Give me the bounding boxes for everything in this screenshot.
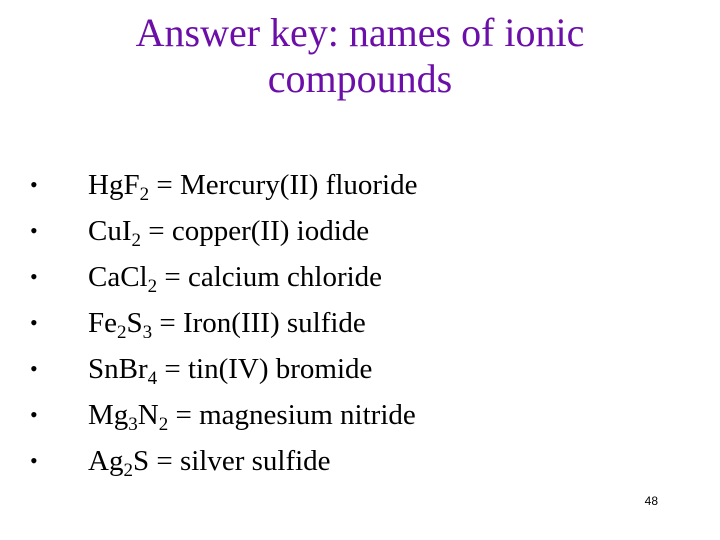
bullet-dot-icon: • [30,218,38,243]
bullet-dot-icon: • [30,310,38,335]
list-item [0,208,720,254]
element-symbol: N [137,399,159,431]
element-symbol: Cu [88,215,122,247]
subscript: 4 [147,368,158,389]
slide-title: Answer key: names of ionic compounds [135,10,585,101]
element-symbol: Sn [88,353,119,385]
list-item [0,300,720,346]
element-symbol: Cl [120,261,148,293]
list-item [0,254,720,300]
subscript: 3 [128,414,138,435]
element-symbol: Ca [88,261,121,293]
chemical-formula [88,353,158,389]
bullet-dot-icon: • [30,402,38,427]
compound-entry [88,392,416,438]
compound-entry [88,208,369,254]
list-item [0,438,720,484]
compound-name: = calcium chloride [157,261,383,293]
compound-entry [88,438,331,484]
compound-name: = magnesium nitride [168,399,416,431]
compound-entry [88,346,372,392]
compound-name: = silver sulfide [149,445,331,477]
list-item [0,392,720,438]
subscript: 2 [147,276,158,297]
subscript: 2 [158,414,169,435]
element-symbol: Hg [88,169,124,201]
element-symbol: Mg [88,399,129,431]
bullet-dot-icon: • [30,448,38,473]
compound-entry [88,254,382,300]
element-symbol: S [126,307,143,339]
page-number: 48 [644,494,658,508]
subscript: 2 [123,460,133,481]
chemical-formula [88,399,169,435]
compound-name: = tin(IV) bromide [157,353,373,385]
subscript: 3 [142,322,153,343]
list-item [0,162,720,208]
bullet-dot-icon: • [30,264,38,289]
chemical-formula [88,445,150,481]
chemical-formula [88,169,150,205]
element-symbol: F [123,169,140,201]
subscript: 2 [117,322,127,343]
list-item [0,346,720,392]
element-symbol: I [121,215,132,247]
bullet-dot-icon: • [30,356,38,381]
compound-name: = Iron(III) sulfide [152,307,366,339]
compound-entry [88,162,417,208]
compound-name: = Mercury(II) fluoride [149,169,418,201]
compound-name: = copper(II) iodide [141,215,370,247]
subscript: 2 [139,184,150,205]
chemical-formula [88,261,158,297]
element-symbol: Br [118,353,148,385]
element-symbol: S [132,445,150,477]
bullet-list [0,162,720,484]
chemical-formula [88,215,142,251]
chemical-formula [88,307,153,343]
bullet-dot-icon: • [30,172,38,197]
element-symbol: Ag [88,445,124,477]
subscript: 2 [131,230,142,251]
element-symbol: Fe [88,307,117,339]
compound-entry [88,300,366,346]
